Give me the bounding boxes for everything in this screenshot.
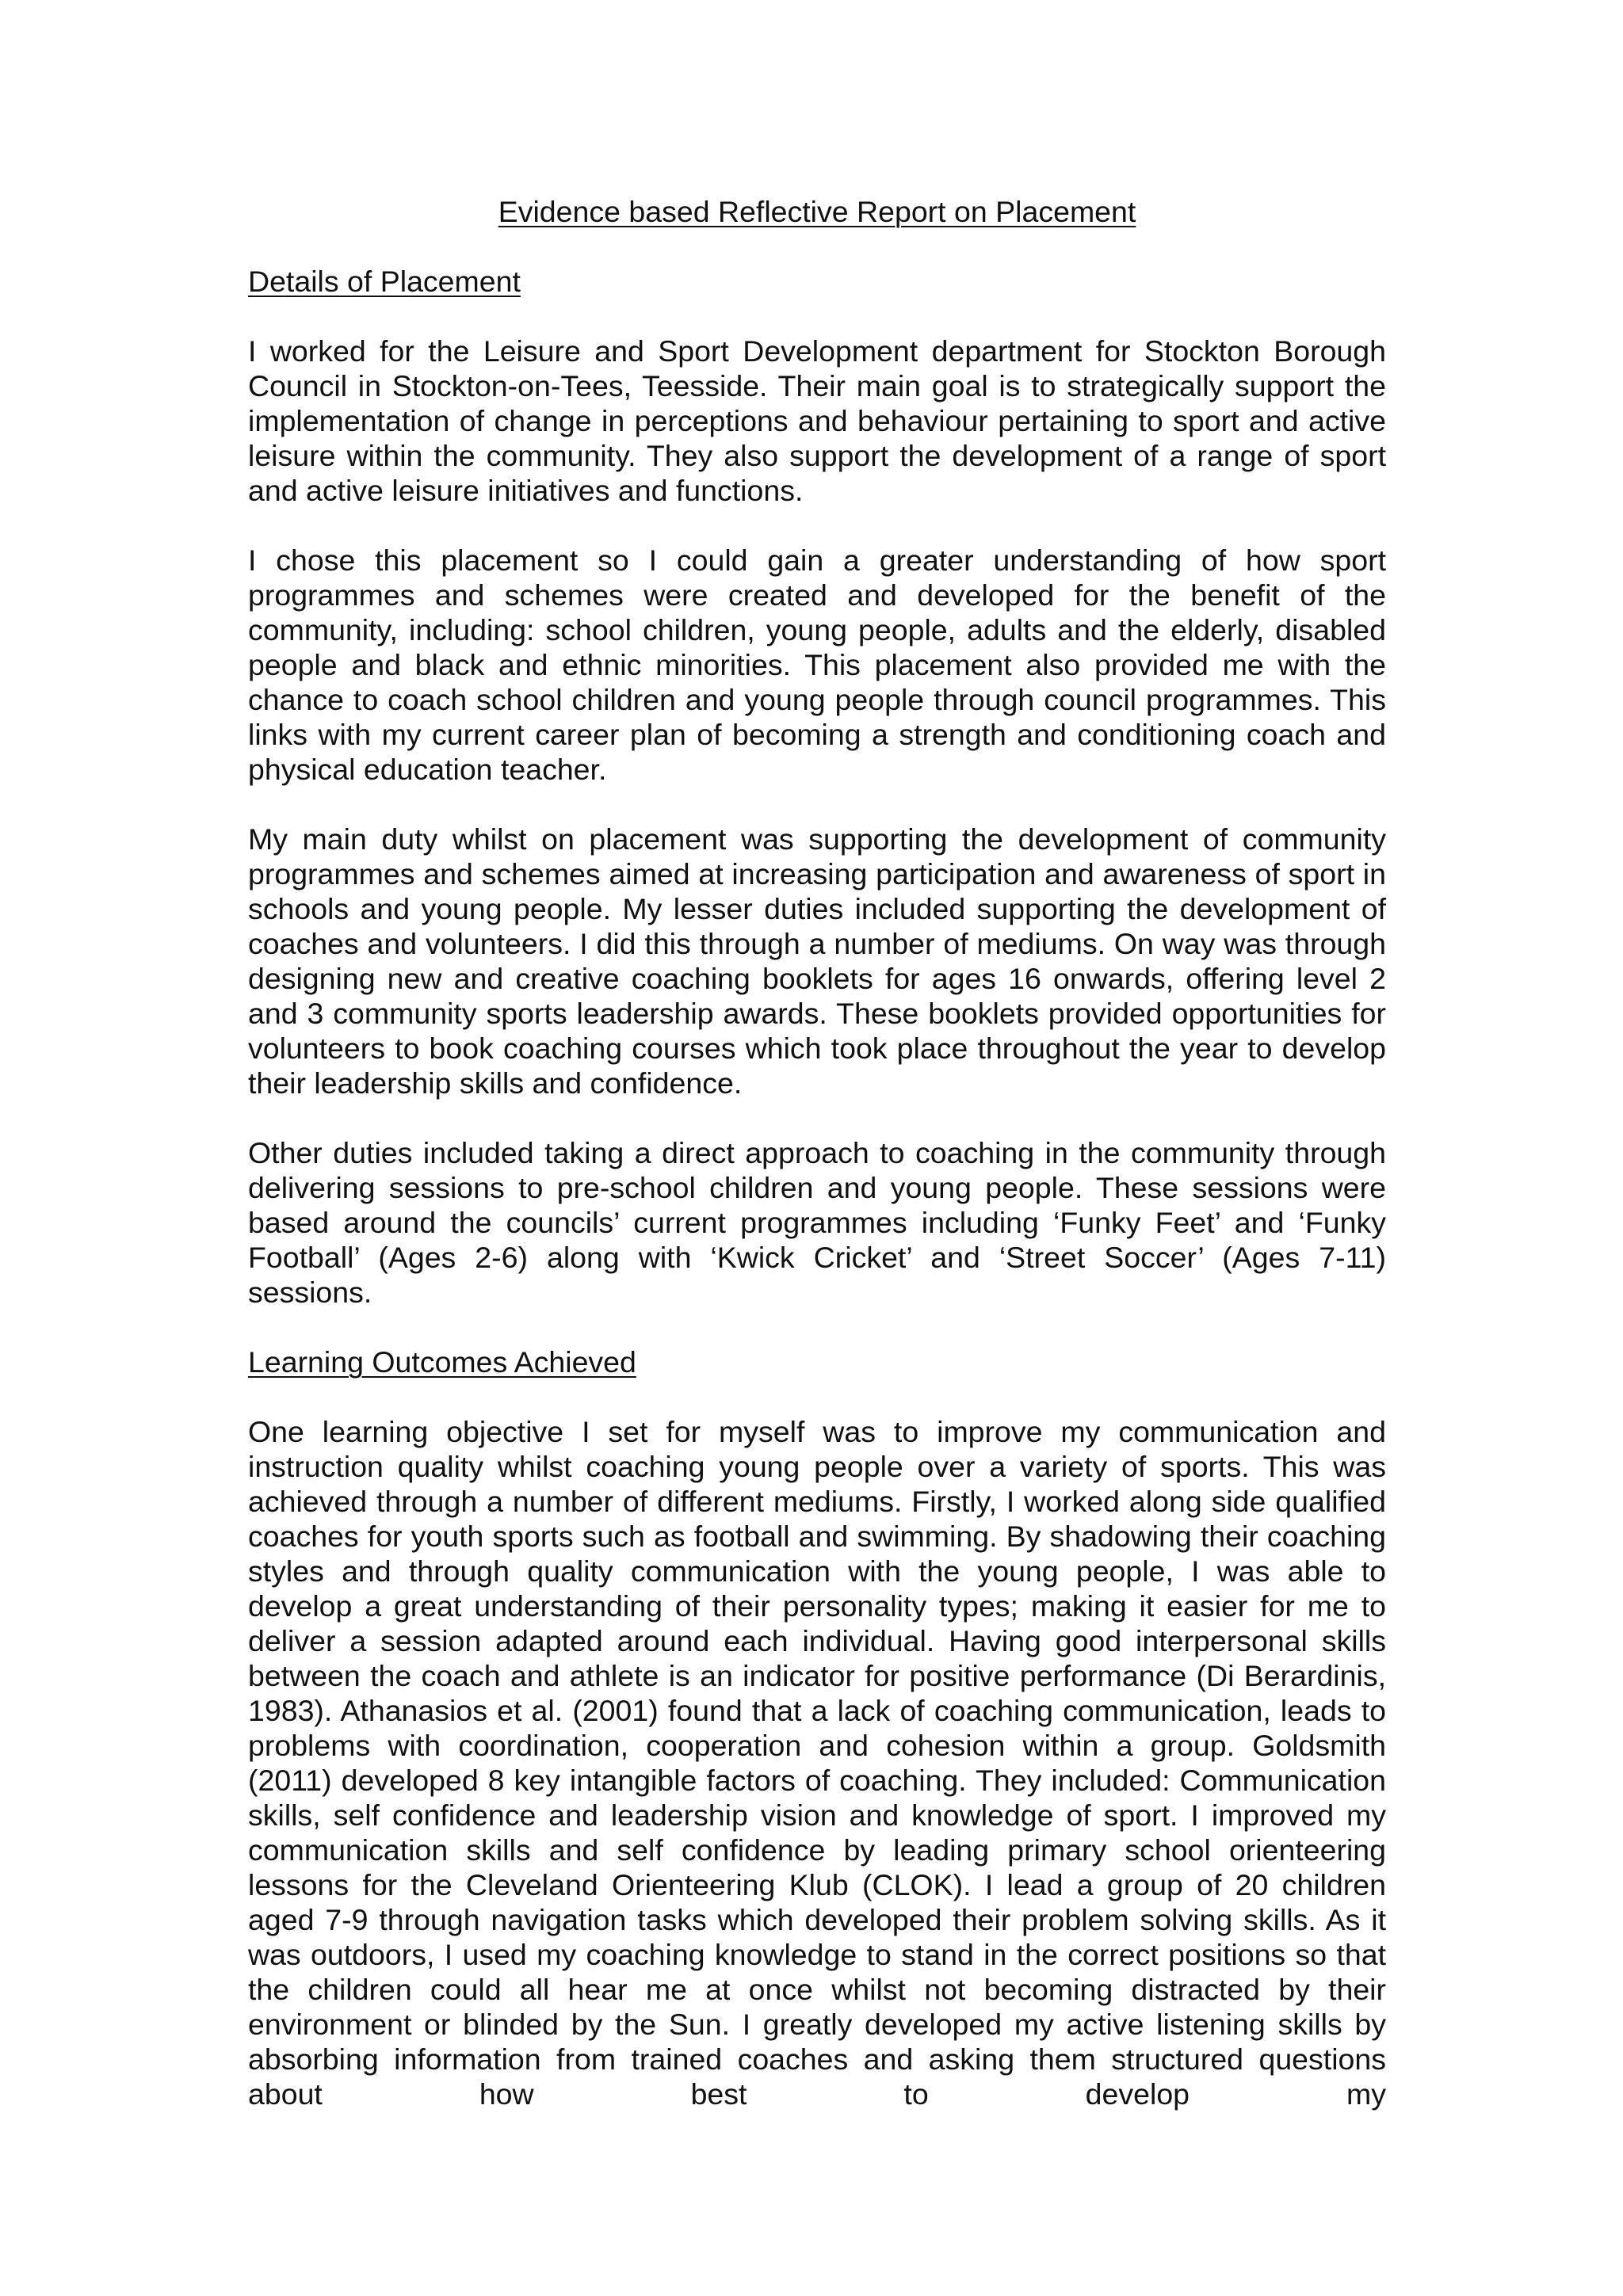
section-heading-learning-outcomes: Learning Outcomes Achieved — [248, 1345, 636, 1379]
paragraph-main-duties: My main duty whilst on placement was supporting the development of community programmes and schemes aimed at increasing participation and awareness of sport in schools and young people. My lesser duties included supporting the development of coaches and volunteers. I did this through a number of mediums. On way was through designing new and creative coaching booklets for ages 16 onwards, offering level 2 and 3 community sports leadership awards. These booklets provided opportunities for volunteers to book coaching courses which took place throughout the year to develop their leadership skills and confidence. — [248, 822, 1386, 1100]
paragraph-placement-choice: I chose this placement so I could gain a greater understanding of how sport programmes and schemes were created and developed for the benefit of the community, including: school children, young people, adults and the elderly, disabled people and black and ethnic minorities. This placement also provided me with the chance to coach school children and young people through council programmes. This links with my current career plan of becoming a strength and conditioning coach and physical education teacher. — [248, 543, 1386, 786]
document-title: Evidence based Reflective Report on Placement — [498, 195, 1136, 228]
paragraph-learning-objective: One learning objective I set for myself was to improve my communication and instruction quality whilst coaching young people over a variety of sports. This was achieved through a number of different mediums. Firstly, I worked along side qualified coaches for youth sports such as football and swimming. By shadowing their coaching styles and through quality communication with the young people, I was able to develop a great understanding of their personality types; making it easier for me to deliver a session adapted around each individual. Having good interpersonal skills between the coach and athlete is an indicator for positive performance (Di Berardinis, 1983). Athanasios et al. (2001) found that a lack of coaching communication, leads to problems with coordination, cooperation and cohesion within a group. Goldsmith (2011) developed 8 key intangible factors of coaching. They included: Communication skills, self confidence and leadership vision and knowledge of sport. I improved my communication skills and self confidence by leading primary school orienteering lessons for the Cleveland Orienteering Klub (CLOK). I lead a group of 20 children aged 7-9 through navigation tasks which developed their problem solving skills. As it was outdoors, I used my coaching knowledge to stand in the correct positions so that the children could all hear me at once whilst not becoming distracted by their environment or blinded by the Sun. I greatly developed my active listening skills by absorbing information from trained coaches and asking them structured questions about how best to develop my — [248, 1415, 1386, 2111]
section-heading-details-of-placement: Details of Placement — [248, 265, 521, 298]
document-page — [248, 194, 1386, 2111]
paragraph-placement-overview: I worked for the Leisure and Sport Development department for Stockton Borough Council in Stockton-on-Tees, Teesside. Their main goal is to strategically support the implementation of change in perceptions and behaviour pertaining to sport and active leisure within the community. They also support the development of a range of sport and active leisure initiatives and functions. — [248, 334, 1386, 507]
paragraph-other-duties: Other duties included taking a direct approach to coaching in the community through delivering sessions to pre-school children and young people. These sessions were based around the councils’ current programmes including ‘Funky Feet’ and ‘Funky Football’ (Ages 2-6) along with ‘Kwick Cricket’ and ‘Street Soccer’ (Ages 7-11) sessions. — [248, 1136, 1386, 1309]
